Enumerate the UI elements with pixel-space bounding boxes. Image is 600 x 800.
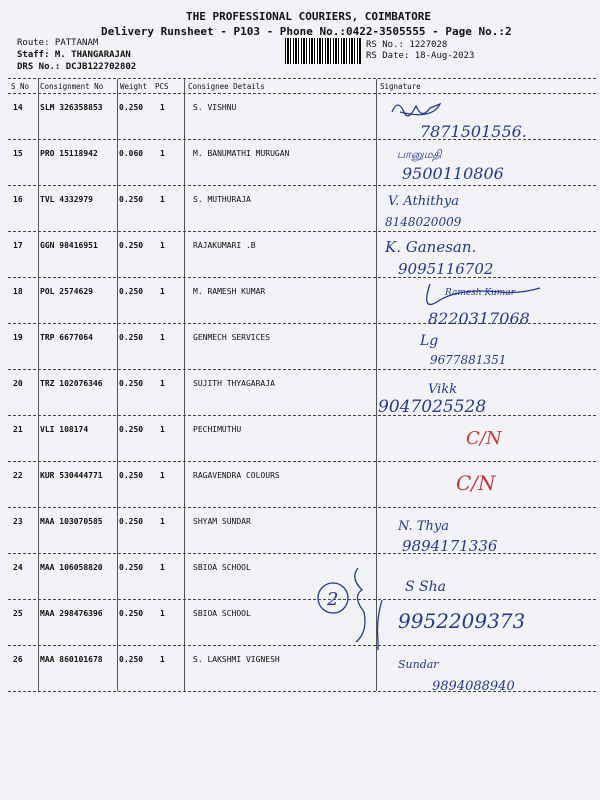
svg-text:9500110806: 9500110806 xyxy=(402,164,504,183)
weight-cell: 0.250 xyxy=(119,517,144,526)
sno-cell: 25 xyxy=(13,609,23,618)
pcs-cell: 1 xyxy=(160,287,165,296)
weight-cell: 0.250 xyxy=(119,379,144,388)
consignment-cell: MAA 298476396 xyxy=(40,609,103,618)
svg-text:பானுமதி: பானுமதி xyxy=(397,148,442,161)
svg-text:9095116702: 9095116702 xyxy=(398,260,494,278)
rs-date: RS Date: 18-Aug-2023 xyxy=(366,51,475,61)
svg-text:9952209373: 9952209373 xyxy=(398,609,526,633)
svg-text:C/N: C/N xyxy=(456,471,496,495)
sig-row-17 xyxy=(384,238,493,278)
svg-text:V. Athithya: V. Athithya xyxy=(388,194,459,209)
company-title: THE PROFESSIONAL COURIERS, COIMBATORE xyxy=(186,10,432,23)
weight-cell: 0.250 xyxy=(119,563,144,572)
sig-row-15 xyxy=(397,148,504,183)
consignee-cell: PECHIMUTHU xyxy=(193,425,242,434)
consignment-cell: POL 2574629 xyxy=(40,287,93,296)
sig-row-22 xyxy=(456,471,497,495)
svg-text:9047025528: 9047025528 xyxy=(378,397,487,417)
pcs-cell: 1 xyxy=(160,425,165,434)
sig-row-23 xyxy=(397,519,498,555)
consignee-cell: SBIOA SCHOOL xyxy=(193,563,251,572)
col-consignee: Consignee Details xyxy=(188,82,265,91)
pcs-cell: 1 xyxy=(160,563,165,572)
svg-text:Sundar: Sundar xyxy=(398,658,439,671)
weight-cell: 0.250 xyxy=(119,655,144,664)
pcs-cell: 1 xyxy=(160,655,165,664)
sig-row-21 xyxy=(466,428,503,449)
svg-text:N. Thya: N. Thya xyxy=(398,519,449,534)
svg-text:Ramesh Kumar: Ramesh Kumar xyxy=(445,288,516,298)
pcs-cell: 1 xyxy=(160,241,165,250)
consignment-cell: GGN 98416951 xyxy=(40,241,98,250)
sno-cell: 22 xyxy=(13,471,23,480)
svg-text:7871501556.: 7871501556. xyxy=(420,122,527,141)
svg-text:9677881351: 9677881351 xyxy=(430,353,507,367)
consignee-cell: SUJITH THYAGARAJA xyxy=(193,379,275,388)
consignee-cell: M. BANUMATHI MURUGAN xyxy=(193,149,290,158)
consignment-cell: TRZ 102076346 xyxy=(40,379,103,388)
sno-cell: 18 xyxy=(13,287,23,296)
pcs-cell: 1 xyxy=(160,333,165,342)
col-consignment: Consignment No xyxy=(40,82,104,91)
sno-cell: 19 xyxy=(13,333,23,342)
col-weight: Weight xyxy=(120,82,148,91)
sno-cell: 20 xyxy=(13,379,23,388)
sno-cell: 24 xyxy=(13,563,23,572)
consignee-cell: M. RAMESH KUMAR xyxy=(193,287,266,296)
consignee-cell: SHYAM SUNDAR xyxy=(193,517,251,526)
sig-row-26 xyxy=(398,658,515,694)
col-pcs: PCS xyxy=(155,82,169,91)
sig-row-16 xyxy=(385,194,462,229)
sno-cell: 23 xyxy=(13,517,23,526)
consignee-cell: RAGAVENDRA COLOURS xyxy=(193,471,280,480)
weight-cell: 0.250 xyxy=(119,103,144,112)
sno-cell: 16 xyxy=(13,195,23,204)
consignee-cell: S. MUTHURAJA xyxy=(193,195,251,204)
weight-cell: 0.250 xyxy=(119,609,144,618)
consignee-cell: SBIOA SCHOOL xyxy=(193,609,251,618)
svg-text:Vikk: Vikk xyxy=(428,382,458,397)
weight-cell: 0.250 xyxy=(119,287,144,296)
staff-label: Staff: M. THANGARAJAN xyxy=(17,50,131,60)
consignment-cell: PRO 15118942 xyxy=(40,149,98,158)
rs-number: RS No.: 1227028 xyxy=(366,40,448,50)
col-signature: Signature xyxy=(380,82,421,91)
pcs-cell: 1 xyxy=(160,379,165,388)
svg-text:K. Ganesan.: K. Ganesan. xyxy=(385,238,477,256)
sig-row-25 xyxy=(398,609,525,633)
circled-annotation xyxy=(318,568,382,650)
runsheet-subtitle: Delivery Runsheet - P103 - Phone No.:0422-3505555 - Page No.:2 xyxy=(101,25,512,38)
weight-cell: 0.250 xyxy=(119,471,144,480)
svg-text:8148020009: 8148020009 xyxy=(385,215,462,229)
sno-cell: 26 xyxy=(13,655,23,664)
weight-cell: 0.250 xyxy=(119,425,144,434)
svg-text:Lg: Lg xyxy=(420,333,439,349)
sno-cell: 21 xyxy=(13,425,23,434)
consignment-cell: TRP 6677064 xyxy=(40,333,93,342)
weight-cell: 0.060 xyxy=(119,149,144,158)
weight-cell: 0.250 xyxy=(119,241,144,250)
consignment-cell: VLI 108174 xyxy=(40,425,89,434)
sig-row-18 xyxy=(427,284,540,328)
svg-text:S Sha: S Sha xyxy=(405,579,446,595)
consignment-cell: MAA 860101678 xyxy=(40,655,103,664)
svg-text:9894171336: 9894171336 xyxy=(402,537,498,555)
drs-number: DRS No.: DCJB122702802 xyxy=(17,62,137,72)
consignee-cell: GENMECH SERVICES xyxy=(193,333,271,342)
svg-text:C/N: C/N xyxy=(466,428,502,449)
consignee-cell: S. VISHNU xyxy=(193,103,237,112)
route-label: Route: PATTANAM xyxy=(17,38,99,48)
sno-cell: 14 xyxy=(13,103,23,112)
col-sno: S No xyxy=(11,82,30,91)
pcs-cell: 1 xyxy=(160,609,165,618)
consignment-cell: KUR 530444771 xyxy=(40,471,103,480)
consignment-cell: TVL 4332979 xyxy=(40,195,93,204)
sig-row-19 xyxy=(419,333,506,367)
pcs-cell: 1 xyxy=(160,149,165,158)
sig-row-14 xyxy=(392,104,527,141)
pcs-cell: 1 xyxy=(160,195,165,204)
weight-cell: 0.250 xyxy=(119,333,144,342)
svg-text:2: 2 xyxy=(327,589,339,610)
sig-row-20 xyxy=(378,382,486,417)
consignment-cell: MAA 103070585 xyxy=(40,517,103,526)
svg-text:9894088940: 9894088940 xyxy=(432,679,515,694)
consignee-cell: S. LAKSHMI VIGNESH xyxy=(193,655,280,664)
pcs-cell: 1 xyxy=(160,103,165,112)
weight-cell: 0.250 xyxy=(119,195,144,204)
pcs-cell: 1 xyxy=(160,471,165,480)
pcs-cell: 1 xyxy=(160,517,165,526)
consignment-cell: SLM 326358853 xyxy=(40,103,103,112)
svg-text:8220317068: 8220317068 xyxy=(428,309,530,328)
sno-cell: 15 xyxy=(13,149,23,158)
consignment-cell: MAA 106058820 xyxy=(40,563,103,572)
consignee-cell: RAJAKUMARI .B xyxy=(193,241,256,250)
sno-cell: 17 xyxy=(13,241,23,250)
sig-row-24 xyxy=(405,579,446,595)
